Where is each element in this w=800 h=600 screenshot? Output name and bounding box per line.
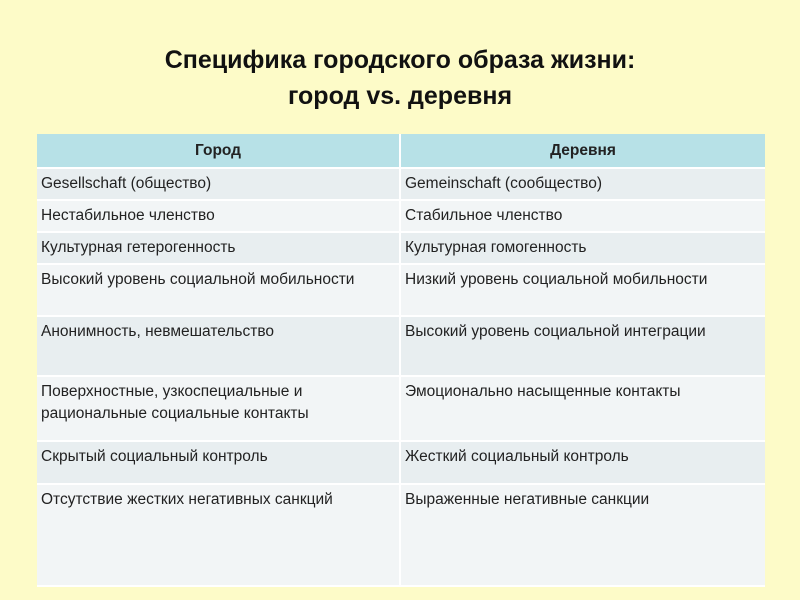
table-row: [37, 376, 765, 441]
city-cell: Высокий уровень социальной мобильности: [37, 264, 400, 316]
table-header-row: [37, 134, 765, 168]
city-cell: Культурная гетерогенность: [37, 232, 400, 264]
table-row: [37, 316, 765, 376]
village-cell: Высокий уровень социальной интеграции: [400, 316, 765, 376]
city-cell: Отсутствие жестких негативных санкций: [37, 484, 400, 586]
table-row: [37, 264, 765, 316]
table-row: [37, 484, 765, 586]
city-cell: Нестабильное членство: [37, 200, 400, 232]
comparison-table: [37, 134, 765, 587]
table-row: [37, 200, 765, 232]
village-cell: Эмоционально насыщенные контакты: [400, 376, 765, 441]
city-cell: Gesellschaft (общество): [37, 168, 400, 200]
village-cell: Жесткий социальный контроль: [400, 441, 765, 484]
table-row: [37, 441, 765, 484]
village-cell: Выраженные негативные санкции: [400, 484, 765, 586]
slide-title-line-2: город vs. деревня: [287, 82, 513, 110]
village-cell: Культурная гомогенность: [400, 232, 765, 264]
column-header-village: Деревня: [400, 134, 765, 168]
city-cell: Анонимность, невмешательство: [37, 316, 400, 376]
slide-title: [0, 42, 800, 114]
city-cell: Поверхностные, узкоспециальные и рациональные социальные контакты: [37, 376, 400, 441]
column-header-city: Город: [37, 134, 400, 168]
village-cell: Gemeinschaft (сообщество): [400, 168, 765, 200]
village-cell: Низкий уровень социальной мобильности: [400, 264, 765, 316]
city-cell: Скрытый социальный контроль: [37, 441, 400, 484]
village-cell: Стабильное членство: [400, 200, 765, 232]
table-row: [37, 168, 765, 200]
table-row: [37, 232, 765, 264]
slide-title-line-1: Специфика городского образа жизни:: [164, 46, 636, 74]
